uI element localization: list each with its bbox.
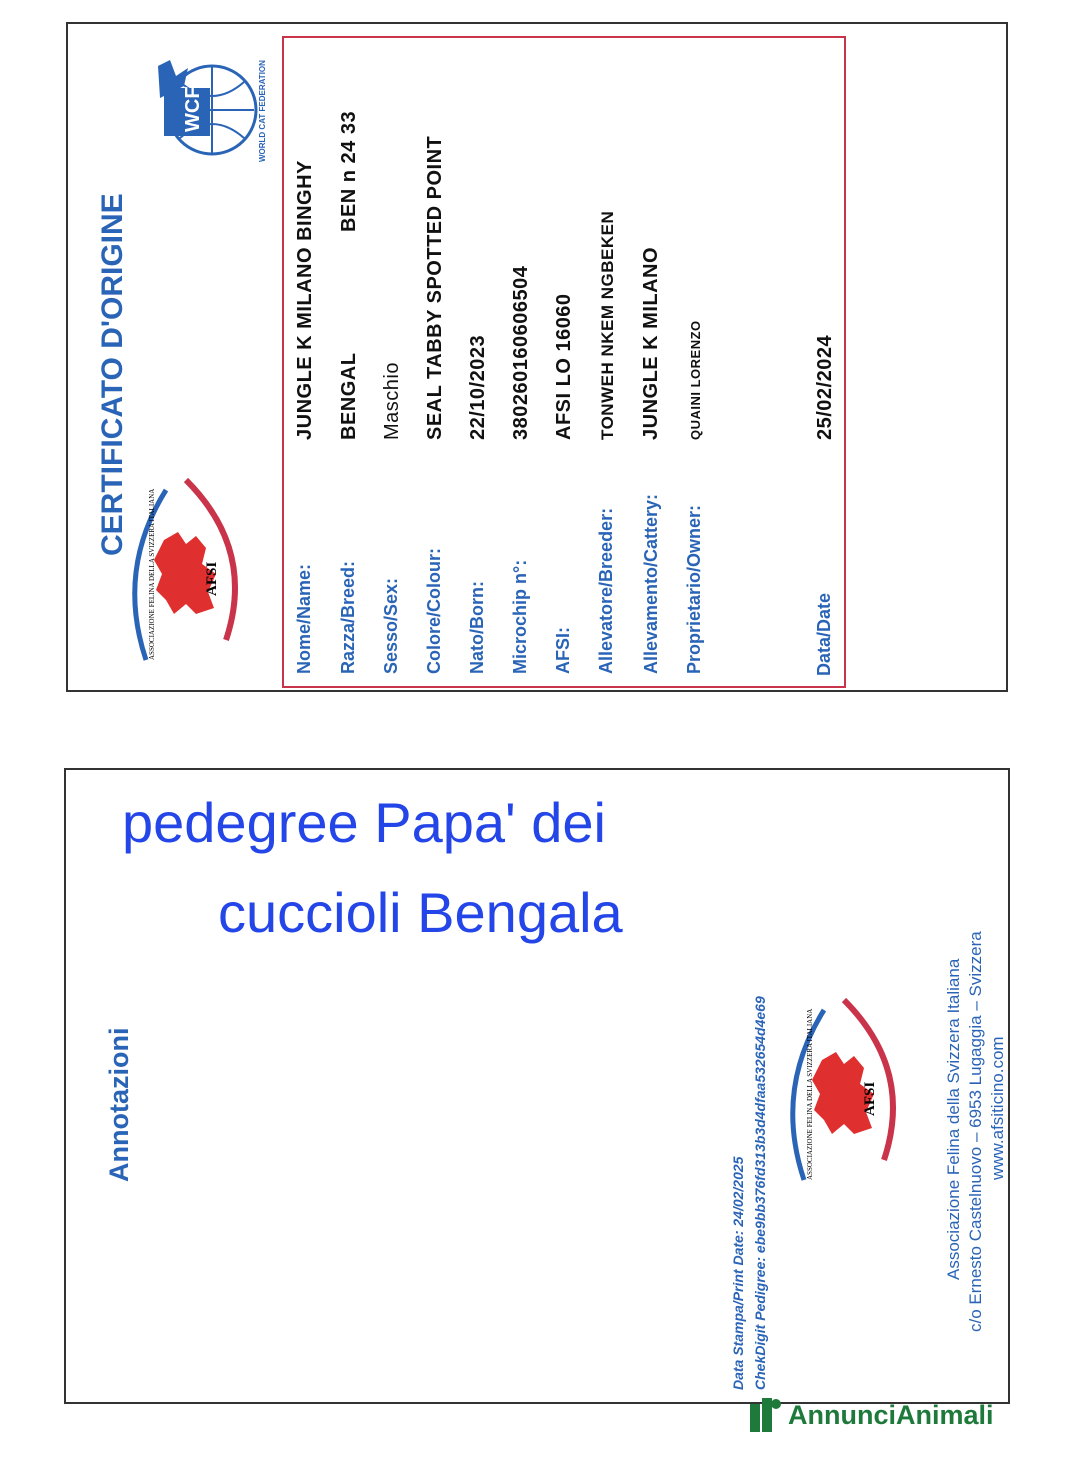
wcf-letters: WCF [182, 86, 204, 132]
label-sex: Sesso/Sex: [381, 577, 401, 674]
value-cattery: JUNGLE K MILANO [640, 246, 662, 440]
annunci-animali-watermark [748, 1394, 1048, 1444]
checkdigit-pedigree: ChekDigit Pedigree: ebe9bb376fd313b3d4dfaa532654d4e69 [752, 996, 768, 1390]
afsi-logo-bottom [784, 990, 914, 1190]
afsi-caption: ASSOCIAZIONE FELINA DELLA SVIZZERA ITALIANA [148, 488, 156, 660]
association-name: Associazione Felina della Svizzera Italiana [944, 958, 963, 1280]
handwritten-note-line1: pedegree Papa' dei [122, 791, 606, 854]
label-microchip: Microchip n°: [510, 559, 530, 674]
wcf-logo [140, 58, 270, 168]
print-date: Data Stampa/Print Date: 24/02/2025 [730, 1156, 746, 1390]
value-sex: Maschio [381, 362, 403, 440]
value-breed: BENGAL [338, 352, 360, 440]
value-breed-code: BEN n 24 33 [338, 110, 360, 232]
wcf-globe-icon [140, 58, 270, 168]
association-website: www.afsiticino.com [988, 1036, 1007, 1180]
afsi-letters: AFSI [204, 561, 220, 596]
annotations-heading: Annotazioni [104, 1027, 134, 1182]
label-date: Data/Date [814, 592, 834, 676]
label-colour: Colore/Colour: [424, 548, 444, 674]
handwritten-note-line2: cuccioli Bengala [218, 881, 623, 944]
value-colour: SEAL TABBY SPOTTED POINT [424, 135, 446, 440]
watermark-brand: AnnunciAnimali [788, 1400, 994, 1430]
label-afsi: AFSI: [553, 627, 573, 674]
association-address: c/o Ernesto Castelnuovo – 6953 Lugaggia – Svizzera [966, 931, 985, 1332]
afsi-map-icon [126, 470, 256, 670]
value-breeder: TONWEH NKEM NGBEKEN [598, 210, 617, 440]
value-born: 22/10/2023 [467, 334, 489, 440]
label-cattery: Allevamento/Cattery: [641, 493, 661, 674]
value-date: 25/02/2024 [814, 334, 836, 440]
label-owner: Proprietario/Owner: [684, 504, 704, 674]
afsi-map-icon [784, 990, 914, 1190]
afsi-letters-bottom: AFSI [862, 1081, 878, 1116]
value-name: JUNGLE K MILANO BINGHY [294, 160, 316, 440]
value-owner: QUAINI LORENZO [688, 320, 703, 440]
value-microchip: 380260160606504 [510, 265, 532, 440]
label-born: Nato/Born: [467, 581, 487, 674]
label-name: Nome/Name: [294, 563, 314, 674]
label-breeder: Allevatore/Breeder: [596, 507, 616, 674]
certificate-title: CERTIFICATO D'ORIGINE [96, 193, 129, 556]
afsi-caption-bottom: ASSOCIAZIONE FELINA DELLA SVIZZERA ITALIANA [806, 1008, 814, 1180]
label-breed: Razza/Breed: [338, 560, 358, 674]
annunci-animali-logo-icon [748, 1394, 784, 1434]
afsi-logo [126, 470, 256, 670]
value-afsi: AFSI LO 16060 [553, 293, 575, 440]
wcf-caption: WORLD CAT FEDERATION [258, 60, 267, 162]
